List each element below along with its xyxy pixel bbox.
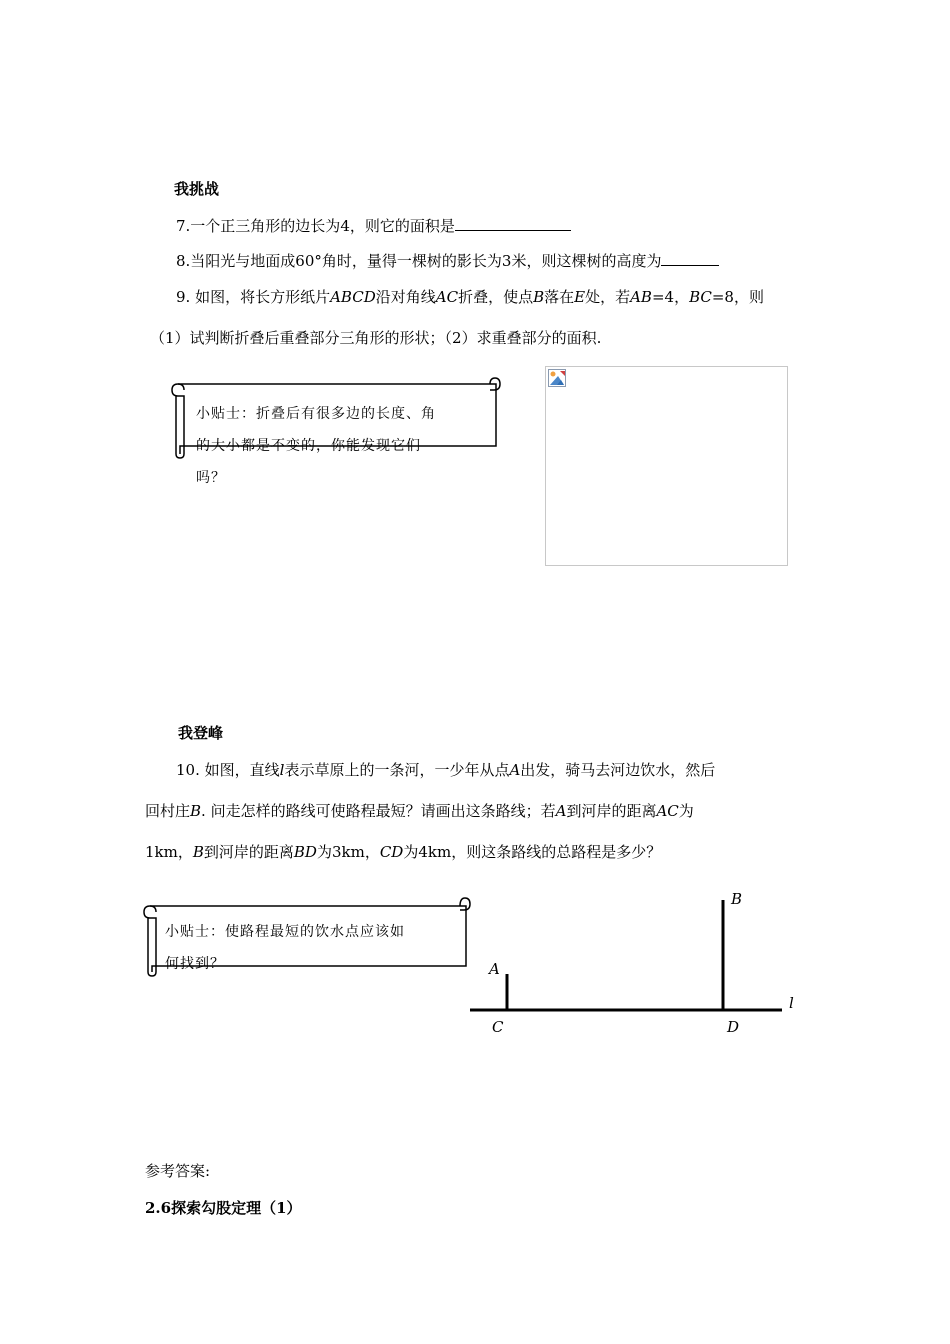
- q10-text-k: 为4km，则这条路线的总路程是多少？: [403, 843, 662, 861]
- q10-b2: B: [192, 843, 204, 861]
- q9-abcd: ABCD: [330, 288, 376, 306]
- q9-text-e: 处，若: [585, 288, 631, 306]
- tip-2-line-1: 小贴士：使路程最短的饮水点应该如: [165, 924, 405, 940]
- label-b: B: [731, 890, 743, 908]
- question-10-line-1: [176, 759, 715, 780]
- q9-bc: BC: [689, 288, 712, 306]
- q9-text-d: 落在: [544, 288, 575, 306]
- q10-b: B: [190, 802, 202, 820]
- question-7: [176, 215, 571, 236]
- q9-text-g: =8，则: [711, 288, 764, 306]
- question-9-line-2: （1）试判断折叠后重叠部分三角形的形状；（2）求重叠部分的面积.: [150, 329, 602, 347]
- question-8: [176, 250, 719, 271]
- q10-bd: BD: [293, 843, 317, 861]
- q10-a2: A: [555, 802, 567, 820]
- tip-1-line-3: 吗？: [196, 470, 226, 486]
- q9-text-b: 沿对角线: [375, 288, 436, 306]
- answers-label: 参考答案:: [145, 1162, 211, 1180]
- q10-l: l: [279, 761, 285, 779]
- q10-ac: AC: [656, 802, 679, 820]
- question-9-line-1: [176, 286, 764, 307]
- tip-2-line-2: 何找到？: [165, 956, 225, 972]
- q10-text-b: 表示草原上的一条河，一少年从点: [284, 761, 510, 779]
- q10-text-f: 到河岸的距离: [566, 802, 657, 820]
- answer-blank-8[interactable]: [661, 251, 719, 266]
- label-c: C: [492, 1018, 504, 1036]
- q10-text-i: 到河岸的距离: [203, 843, 294, 861]
- label-a: A: [489, 960, 500, 978]
- q9-b: B: [533, 288, 545, 306]
- q10-text-g: 为: [678, 802, 694, 820]
- q10-text-a: 10. 如图，直线: [176, 761, 280, 779]
- q9-e: E: [574, 288, 586, 306]
- q10-text-d: 回村庄: [145, 802, 191, 820]
- label-l: l: [789, 994, 794, 1012]
- tip-1-line-1: 小贴士：折叠后有很多边的长度、角: [196, 406, 436, 422]
- q9-ab: AB: [630, 288, 652, 306]
- section-heading-summit: 我登峰: [178, 724, 224, 742]
- q9-text-f: =4，: [651, 288, 690, 306]
- q9-text-a: 9. 如图，将长方形纸片: [176, 288, 331, 306]
- q9-text-c: 折叠，使点: [458, 288, 534, 306]
- question-8-text: 8.当阳光与地面成60°角时，量得一棵树的影长为3米，则这棵树的高度为: [176, 252, 662, 270]
- q10-cd: CD: [379, 843, 404, 861]
- section-heading-challenge: 我挑战: [174, 180, 220, 198]
- broken-image-icon: [548, 369, 566, 387]
- question-7-text: 7.一个正三角形的边长为4，则它的面积是: [176, 217, 455, 235]
- question-10-line-3: [145, 841, 661, 862]
- folding-figure-image: [545, 366, 788, 566]
- q10-text-j: 为3km，: [316, 843, 380, 861]
- q10-text-c: 出发，骑马去河边饮水，然后: [520, 761, 716, 779]
- q10-text-h: 1km，: [145, 843, 193, 861]
- q10-a: A: [509, 761, 521, 779]
- tip-1-line-2: 的大小都是不变的，你能发现它们: [196, 438, 421, 454]
- label-d: D: [727, 1018, 740, 1036]
- river-figure: [460, 880, 820, 1050]
- q10-text-e: . 问走怎样的路线可使路程最短？请画出这条路线；若: [201, 802, 556, 820]
- answer-blank-7[interactable]: [455, 216, 571, 231]
- q9-ac: AC: [435, 288, 459, 306]
- question-10-line-2: [145, 800, 694, 821]
- answers-section-title: 2.6探索勾股定理（1）: [145, 1199, 302, 1217]
